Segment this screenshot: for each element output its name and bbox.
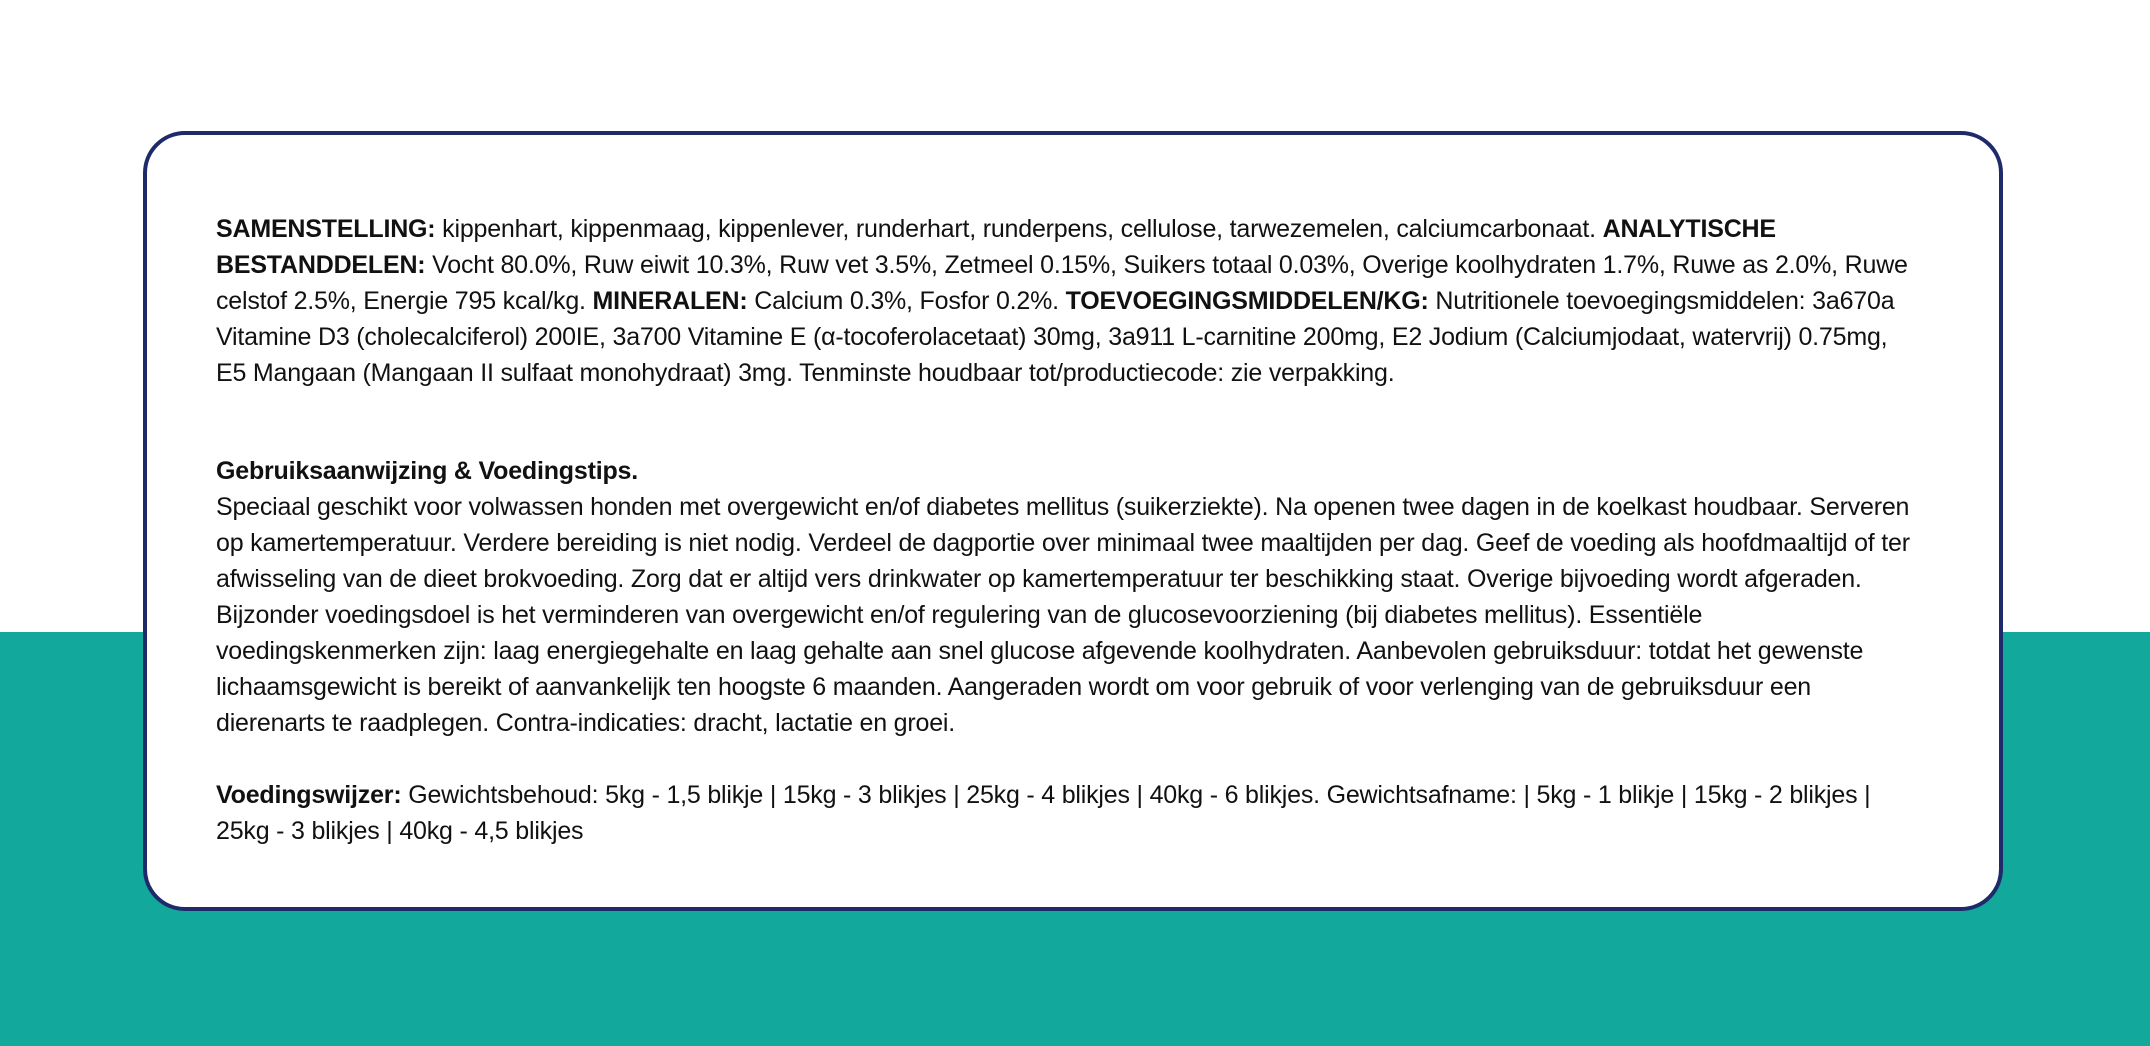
samenstelling-text: kippenhart, kippenmaag, kippenlever, runderhart, runderpens, cellulose, tarwezemelen, calciumcarbonaat.: [435, 215, 1603, 243]
usage-paragraph: [216, 453, 1919, 741]
usage-heading: Gebruiksaanwijzing & Voedingstips.: [216, 457, 638, 485]
analytische-label: ANALYTISCHE BESTANDDELEN:: [216, 215, 1776, 279]
label-card: [143, 131, 2003, 911]
feeding-guide-paragraph: [216, 777, 1919, 849]
analytische-text: Vocht 80.0%, Ruw eiwit 10.3%, Ruw vet 3.5%, Zetmeel 0.15%, Suikers totaal 0.03%, Overige koolhydraten 1.7%, Ruwe as 2.0%, Ruwe celstof 2.5%, Energie 795 kcal/kg.: [216, 251, 1908, 315]
mineralen-text: Calcium 0.3%, Fosfor 0.2%.: [747, 287, 1066, 315]
toevoeging-text: Nutritionele toevoegingsmiddelen: 3a670a Vitamine D3 (cholecalciferol) 200IE, 3a700 Vitamine E (α-tocoferolacetaat) 30mg, 3a911 L-carnitine 200mg, E2 Jodium (Calciumjodaat, watervrij) 0.75mg, E5 Mangaan (Mangaan II sulfaat monohydraat) 3mg. Tenminste houdbaar tot/productiecode: zie verpakking.: [216, 287, 1895, 387]
samenstelling-label: SAMENSTELLING:: [216, 215, 436, 243]
composition-paragraph: [216, 211, 1919, 391]
mineralen-label: MINERALEN:: [592, 287, 748, 315]
feeding-guide-label: Voedingswijzer:: [216, 781, 402, 809]
toevoeging-label: TOEVOEGINGSMIDDELEN/KG:: [1065, 287, 1429, 315]
usage-text: Speciaal geschikt voor volwassen honden met overgewicht en/of diabetes mellitus (suikerziekte). Na openen twee dagen in de koelkast houdbaar. Serveren op kamertemperatuur. Verdere bereiding is niet nodig. Verdeel de dagportie over minimaal twee maaltijden per dag. Geef de voeding als hoofdmaaltijd of ter afwisseling van de dieet brokvoeding. Zorg dat er altijd vers drinkwater op kamertemperatuur ter beschikking staat. Overige bijvoeding wordt afgeraden. Bijzonder voedingsdoel is het verminderen van overgewicht en/of regulering van de glucosevoorziening (bij diabetes mellitus). Essentiële voedingskenmerken zijn: laag energiegehalte en laag gehalte aan snel glucose afgevende koolhydraten. Aanbevolen gebruiksduur: totdat het gewenste lichaamsgewicht is bereikt of aanvankelijk ten hoogste 6 maanden. Aangeraden wordt om voor gebruik of voor verlenging van de gebruiksduur een dierenarts te raadplegen. Contra-indicaties: dracht, lactatie en groei.: [216, 493, 1910, 737]
feeding-guide-text: Gewichtsbehoud: 5kg - 1,5 blikje | 15kg - 3 blikjes | 25kg - 4 blikjes | 40kg - 6 blikjes. Gewichtsafname: | 5kg - 1 blikje | 15kg - 2 blikjes | 25kg - 3 blikjes | 40kg - 4,5 blikjes: [216, 781, 1871, 845]
